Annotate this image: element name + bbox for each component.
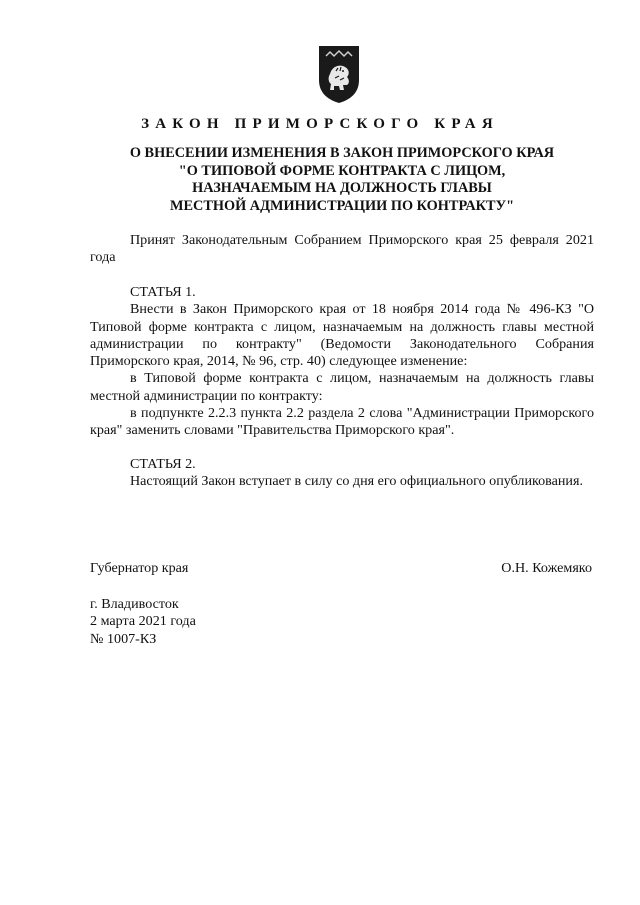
place-date-block (90, 596, 196, 648)
law-subtitle (90, 145, 594, 215)
article-1-paragraph: Внести в Закон Приморского края от 18 ноября 2014 года № 496-КЗ "О Типовой форме контракта с лицом, назначаемым на должность главы местной администрации по контракту" (Ведомости Законодательного Собрания Приморского края, 2014, № 96, стр. 40) следующее изменение: (90, 301, 594, 370)
article-1-heading: СТАТЬЯ 1. (130, 284, 196, 300)
law-title: ЗАКОН ПРИМОРСКОГО КРАЯ (141, 116, 499, 132)
adoption-block (90, 232, 594, 267)
article-1-paragraph: в подпункте 2.2.3 пункта 2.2 раздела 2 слова "Администрации Приморского края" заменить словами "Правительства Приморского края". (90, 405, 594, 439)
law-number: № 1007-КЗ (90, 630, 157, 647)
article-2-heading: СТАТЬЯ 2. (130, 456, 196, 472)
city: г. Владивосток (90, 596, 179, 612)
coat-of-arms-icon (316, 44, 362, 104)
signatory-position: Губернатор края (90, 560, 189, 576)
subtitle-line: НАЗНАЧАЕМЫМ НА ДОЛЖНОСТЬ ГЛАВЫ (192, 180, 492, 196)
law-date: 2 марта 2021 года (90, 613, 196, 630)
adoption-statement: Принят Законодательным Собранием Приморского края 25 февраля 2021 года (90, 232, 594, 266)
article-2 (90, 456, 594, 491)
subtitle-line: О ВНЕСЕНИИ ИЗМЕНЕНИЯ В ЗАКОН ПРИМОРСКОГО КРАЯ (129, 145, 555, 161)
article-1 (90, 284, 594, 440)
subtitle-line: "О ТИПОВОЙ ФОРМЕ КОНТРАКТА С ЛИЦОМ, (178, 162, 506, 179)
signatory-name: О.Н. Кожемяко (501, 560, 592, 576)
subtitle-line: МЕСТНОЙ АДМИНИСТРАЦИИ ПО КОНТРАКТУ" (169, 197, 515, 214)
article-1-paragraph: в Типовой форме контракта с лицом, назначаемым на должность главы местной администрации по контракту: (90, 370, 594, 404)
article-2-paragraph: Настоящий Закон вступает в силу со дня его официального опубликования. (130, 473, 583, 490)
